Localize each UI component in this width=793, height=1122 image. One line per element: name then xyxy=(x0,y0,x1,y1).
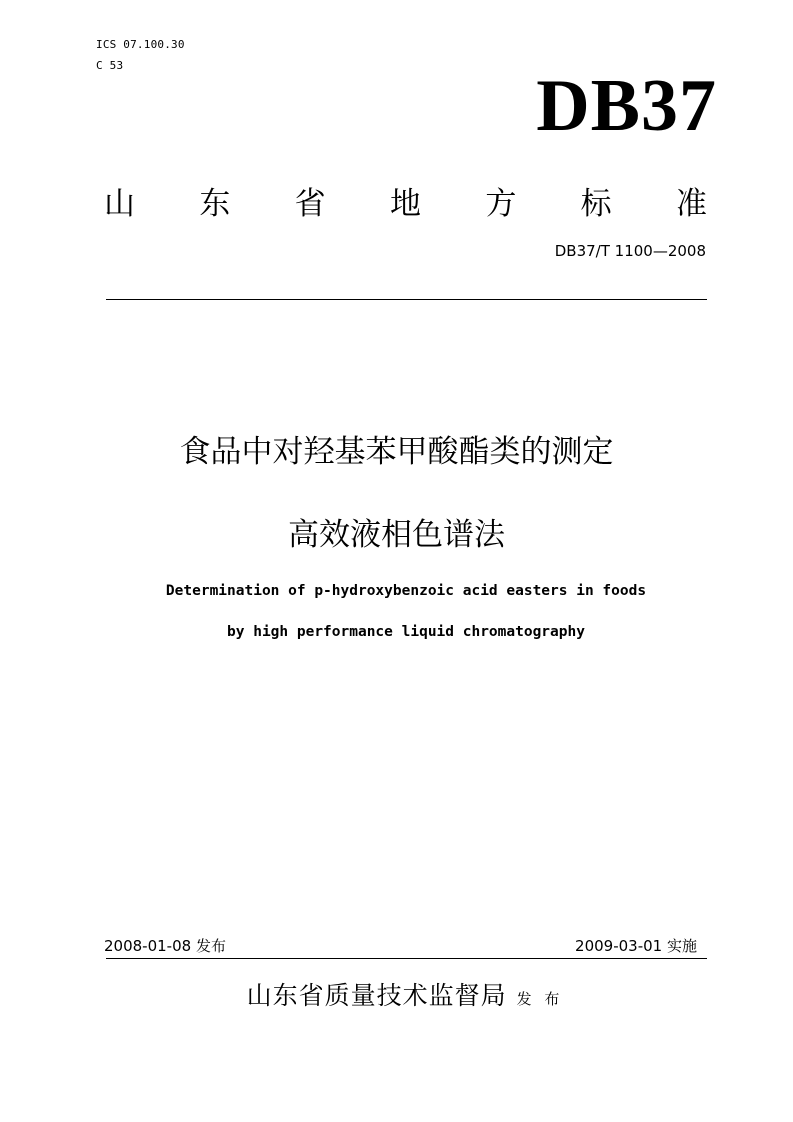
issue-date: 2008-01-08 发布 xyxy=(104,937,226,955)
implementation-date: 2009-03-01 实施 xyxy=(575,937,697,955)
standard-type-char: 地 xyxy=(389,186,421,222)
title-chinese-line-1: 食品中对羟基苯甲酸酯类的测定 xyxy=(179,434,614,470)
classification-code: C 53 xyxy=(96,59,124,72)
standard-type-char: 山 xyxy=(104,186,135,222)
standard-type-heading xyxy=(104,182,707,226)
standard-number: DB37/T 1100—2008 xyxy=(554,242,706,260)
standard-logo: DB37 xyxy=(536,65,717,147)
issuer-name: 山东省质量技术监督局 xyxy=(246,981,507,1010)
title-english-line-2: by high performance liquid chromatography xyxy=(227,624,585,640)
standard-type-char: 准 xyxy=(675,186,707,222)
title-english-line-1: Determination of p-hydroxybenzoic acid easters in foods xyxy=(165,583,647,599)
standard-type-char: 省 xyxy=(294,186,326,222)
ics-code: ICS 07.100.30 xyxy=(96,38,185,51)
footer-divider xyxy=(106,958,707,959)
standard-type-char: 方 xyxy=(485,186,517,222)
standard-type-char: 标 xyxy=(580,186,612,222)
title-chinese-line-2: 高效液相色谱法 xyxy=(288,517,505,553)
standard-type-char: 东 xyxy=(199,186,231,222)
issuing-authority xyxy=(0,976,793,1019)
header-divider xyxy=(106,299,707,300)
issuer-suffix: 发 布 xyxy=(516,990,564,1008)
